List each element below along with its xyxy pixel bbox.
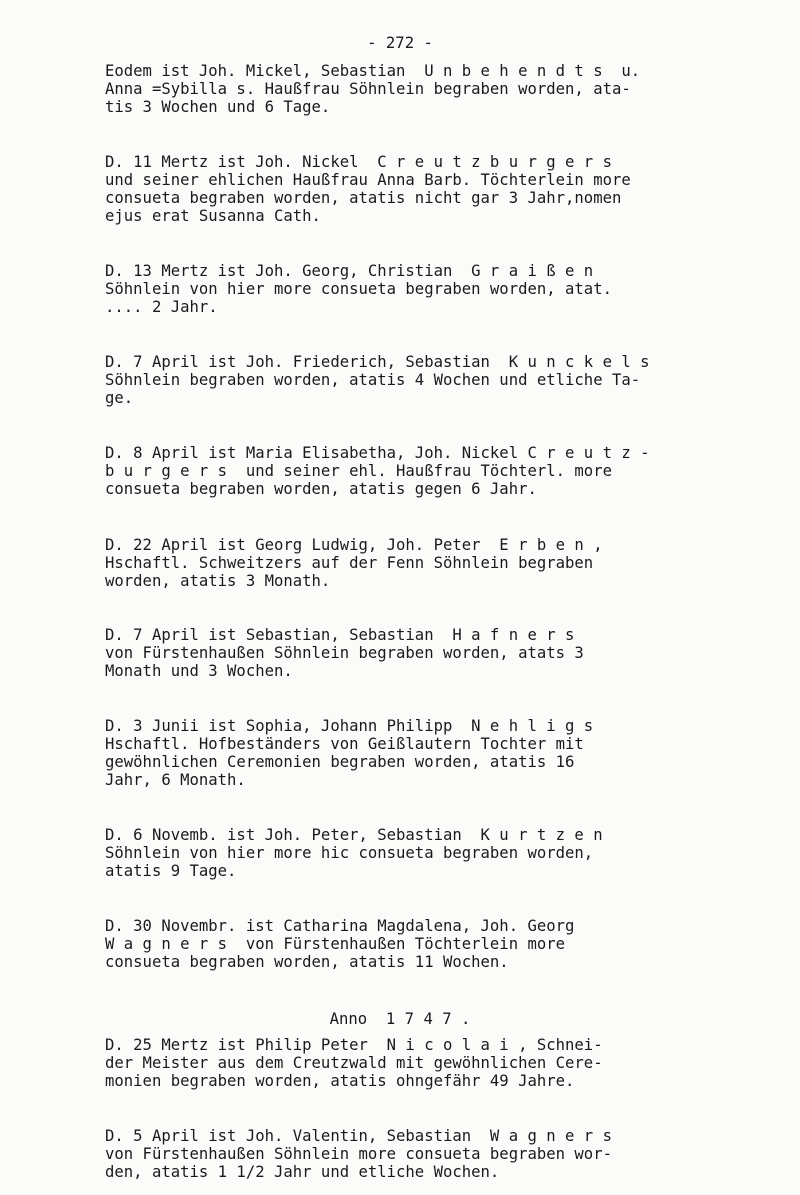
entry-line: consueta begraben worden, atatis 11 Wochen.: [105, 953, 509, 971]
entry-line: Eodem ist Joh. Mickel, Sebastian U n b e h e n d t s u.: [105, 62, 641, 80]
entry-line: Jahr, 6 Monath.: [105, 771, 246, 789]
burial-entry: [105, 62, 785, 116]
entry-line: der Meister aus dem Creutzwald mit gewöhnlichen Cere-: [105, 1054, 603, 1072]
burial-entry: [105, 444, 785, 498]
entry-line: Söhnlein von hier more hic consueta begraben worden,: [105, 844, 594, 862]
entry-line: D. 11 Mertz ist Joh. Nickel C r e u t z b u r g e r s: [105, 153, 612, 171]
entry-line: Monath und 3 Wochen.: [105, 662, 293, 680]
burial-entry: [105, 1127, 785, 1181]
year-heading: Anno 1 7 4 7 .: [329, 1010, 471, 1028]
page-number: - 272 -: [367, 34, 433, 52]
burial-entry: [105, 262, 785, 316]
entry-line: D. 13 Mertz ist Joh. Georg, Christian G r a i ß e n: [105, 262, 594, 280]
entry-line: Hschaftl. Schweitzers auf der Fenn Söhnlein begraben: [105, 554, 594, 572]
entry-line: D. 3 Junii ist Sophia, Johann Philipp N e h l i g s: [105, 717, 594, 735]
burial-entry: [105, 353, 785, 407]
entry-line: ge.: [105, 389, 134, 407]
entry-line: D. 30 Novembr. ist Catharina Magdalena, Joh. Georg: [105, 917, 575, 935]
entry-line: consueta begraben worden, atatis gegen 6 Jahr.: [105, 480, 537, 498]
entry-line: .... 2 Jahr.: [105, 298, 218, 316]
entry-line: D. 22 April ist Georg Ludwig, Joh. Peter E r b e n ,: [105, 536, 603, 554]
burial-entry: [105, 917, 785, 971]
burial-entry: [105, 153, 785, 225]
burial-entry: [105, 717, 785, 789]
entry-line: tis 3 Wochen und 6 Tage.: [105, 98, 331, 116]
entry-line: Söhnlein begraben worden, atatis 4 Wochen und etliche Ta-: [105, 371, 641, 389]
entry-line: consueta begraben worden, atatis nicht gar 3 Jahr,nomen: [105, 189, 622, 207]
entry-line: von Fürstenhaußen Söhnlein more consueta begraben wor-: [105, 1145, 612, 1163]
entry-line: worden, atatis 3 Monath.: [105, 572, 331, 590]
entry-line: Söhnlein von hier more consueta begraben worden, atat.: [105, 280, 612, 298]
burial-entry: [105, 536, 785, 590]
entry-line: D. 8 April ist Maria Elisabetha, Joh. Nickel C r e u t z -: [105, 444, 650, 462]
entry-line: ejus erat Susanna Cath.: [105, 207, 321, 225]
entry-line: Anna =Sybilla s. Haußfrau Söhnlein begraben worden, ata-: [105, 80, 631, 98]
entry-line: von Fürstenhaußen Söhnlein begraben worden, atats 3: [105, 644, 584, 662]
entry-line: gewöhnlichen Ceremonien begraben worden, atatis 16: [105, 753, 575, 771]
entry-line: b u r g e r s und seiner ehl. Haußfrau Töchterl. more: [105, 462, 612, 480]
burial-entry: [105, 626, 785, 680]
entry-line: D. 7 April ist Joh. Friederich, Sebastian K u n c k e l s: [105, 353, 650, 371]
entry-line: und seiner ehlichen Haußfrau Anna Barb. Töchterlein more: [105, 171, 631, 189]
entry-line: W a g n e r s von Fürstenhaußen Töchterlein more: [105, 935, 566, 953]
entry-line: D. 5 April ist Joh. Valentin, Sebastian W a g n e r s: [105, 1127, 612, 1145]
entry-line: D. 6 Novemb. ist Joh. Peter, Sebastian K u r t z e n: [105, 826, 603, 844]
burial-entry: [105, 826, 785, 880]
entry-line: den, atatis 1 1/2 Jahr und etliche Wochen.: [105, 1163, 500, 1181]
entry-line: monien begraben worden, atatis ohngefähr 49 Jahre.: [105, 1072, 575, 1090]
entry-line: D. 7 April ist Sebastian, Sebastian H a f n e r s: [105, 626, 575, 644]
entry-line: Hschaftl. Hofbeständers von Geißlautern Tochter mit: [105, 735, 584, 753]
entry-line: atatis 9 Tage.: [105, 862, 237, 880]
entry-line: D. 25 Mertz ist Philip Peter N i c o l a i , Schnei-: [105, 1036, 603, 1054]
burial-entry: [105, 1036, 785, 1090]
